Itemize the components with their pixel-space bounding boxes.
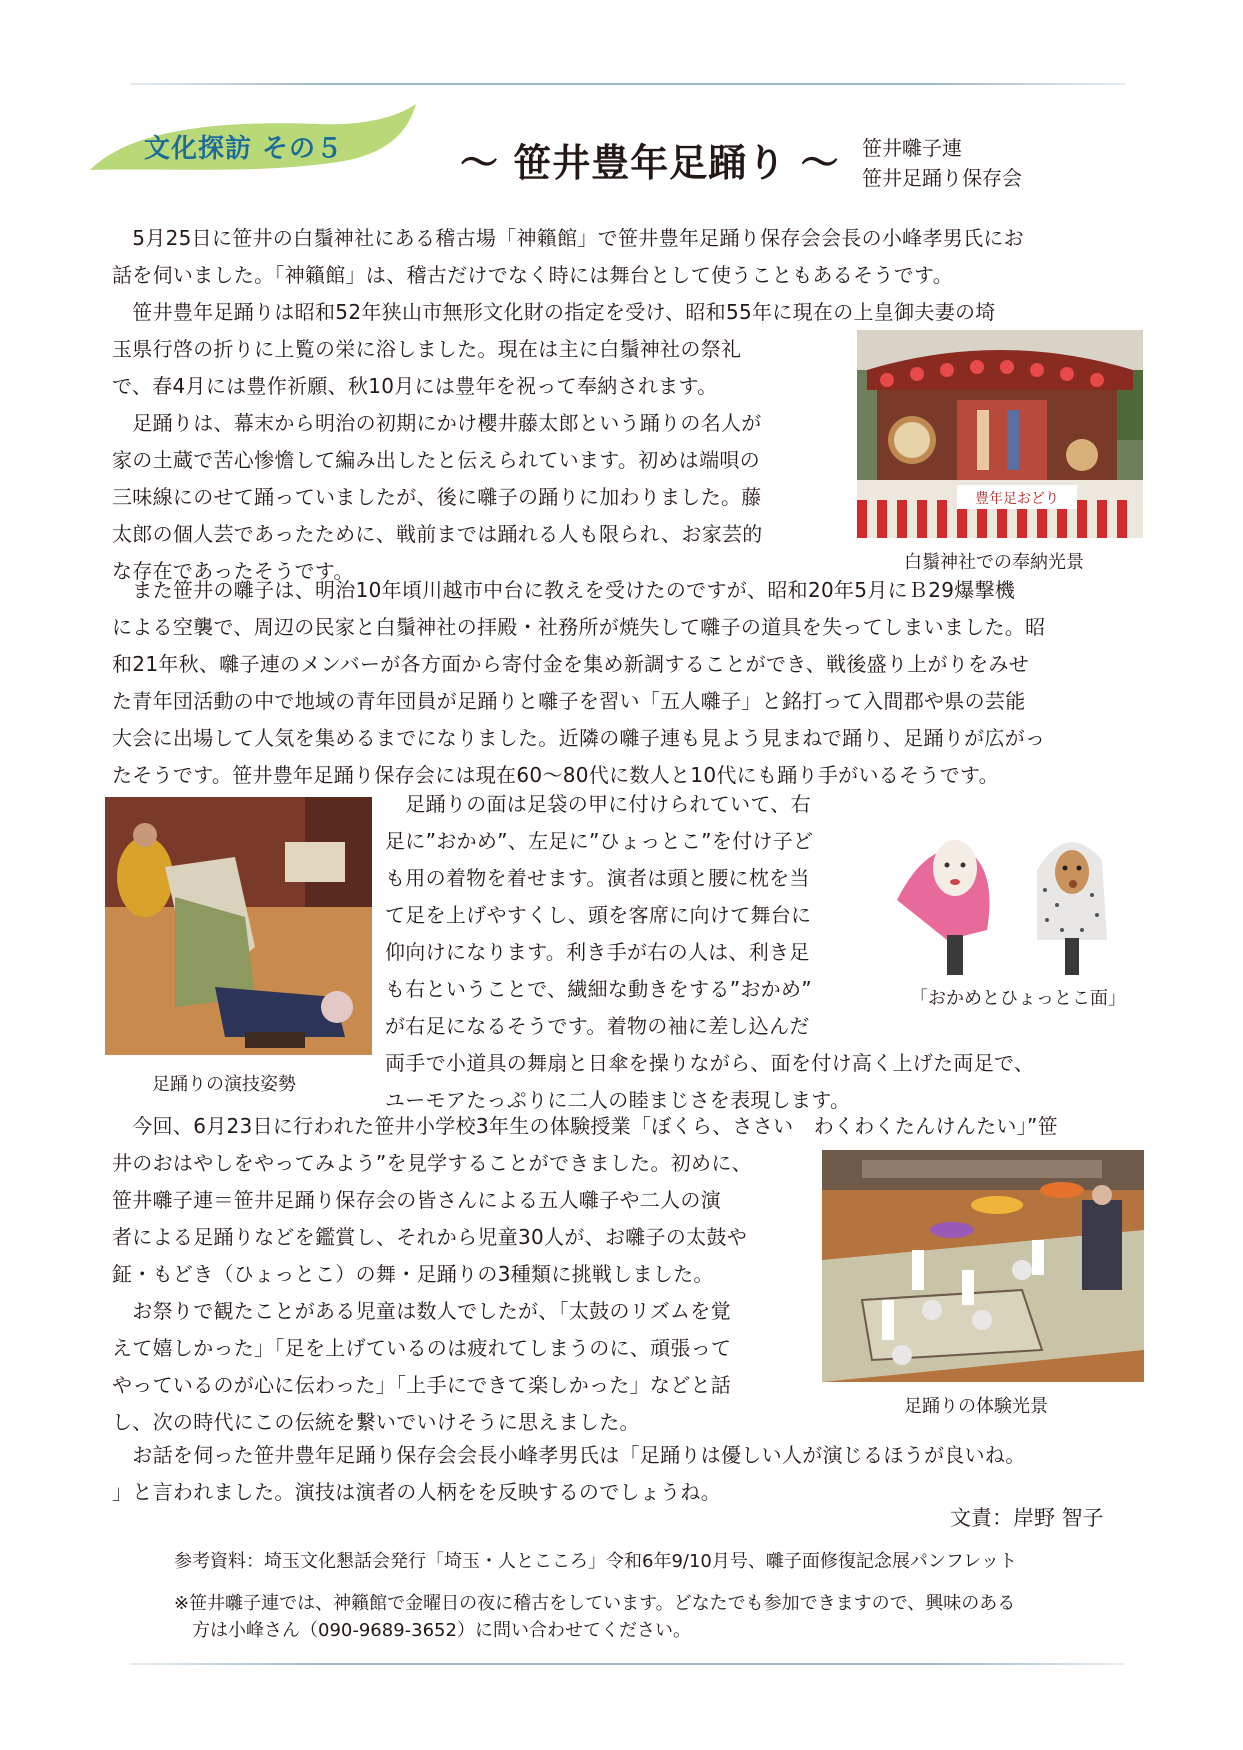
- text-line: えて嬉しかった」「足を上げているのは疲れてしまうのに、頑張って: [112, 1336, 732, 1360]
- text-line: 鉦・もどき（ひょっとこ）の舞・足踊りの3種類に挑戦しました。: [112, 1262, 714, 1286]
- text-line: お祭りで観たことがある児童は数人でしたが、「太鼓のリズムを覚: [112, 1299, 731, 1323]
- paragraph-3: [112, 572, 1045, 794]
- text-line: 」と言われました。演技は演者の人柄をを反映するのでしょうね。: [112, 1480, 721, 1504]
- experience-photo-caption: 足踊りの体験光景: [904, 1396, 1048, 1417]
- bottom-divider: [130, 1663, 1125, 1665]
- page-title: ～ 笹井豊年足踊り ～: [460, 141, 840, 185]
- paragraph-6: [112, 1437, 1026, 1511]
- text-line: 玉県行啓の折りに上覧の栄に浴しました。現在は主に白鬚神社の祭礼: [112, 337, 742, 361]
- text-line: 和21年秋、囃子連のメンバーが各方面から寄付金を集め新調することができ、戦後盛り上がりをみせ: [112, 652, 1030, 676]
- text-line: 今回、6月23日に行われた笹井小学校3年生の体験授業「ぼくら、ささい わくわくたんけんたい」”笹: [112, 1114, 1058, 1138]
- text-line: お話を伺った笹井豊年足踊り保存会会長小峰孝男氏は「足踊りは優しい人が演じるほうが良いね。: [112, 1443, 1026, 1467]
- text-line: し、次の時代にこの伝統を繋いでいけそうに思えました。: [112, 1410, 640, 1434]
- text-line: も右ということで、繊細な動きをする”おかめ”: [385, 977, 812, 1001]
- section-banner: [88, 102, 418, 174]
- text-line: たそうです。笹井豊年足踊り保存会には現在60～80代に数人と10代にも踊り手がいるそうです。: [112, 763, 999, 787]
- shrine-photo: [857, 330, 1143, 538]
- masks-photo: [887, 810, 1119, 975]
- section-label: 文化探訪 その５: [144, 134, 344, 164]
- author-signature: 文責：岸野 智子: [950, 1506, 1104, 1530]
- text-line: ユーモアたっぷりに二人の睦まじさを表現します。: [385, 1088, 851, 1112]
- text-line: 仰向けになります。利き手が右の人は、利き足: [385, 940, 810, 964]
- performance-photo: [105, 797, 372, 1055]
- text-line: 足に”おかめ”、左足に”ひょっとこ”を付け子ど: [385, 829, 814, 853]
- reference-text: 参考資料：埼玉文化懇話会発行「埼玉・人とこころ」令和6年9/10月号、囃子面修復記念展パンフレット: [174, 1551, 1017, 1572]
- text-line: な存在であったそうです。: [112, 559, 354, 583]
- org-name-2: 笹井足踊り保存会: [862, 166, 1022, 190]
- text-line: 足踊りの面は足袋の甲に付けられていて、右: [385, 792, 811, 816]
- shrine-banner-text: 豊年足おどり: [975, 491, 1059, 507]
- text-line: で、春4月には豊作祈願、秋10月には豊年を祝って奉納されます。: [112, 374, 718, 398]
- contact-note: [174, 1590, 1015, 1644]
- top-divider: [130, 83, 1125, 85]
- text-line: も用の着物を着せます。演者は頭と腰に枕を当: [385, 866, 810, 890]
- text-line: 太郎の個人芸であったために、戦前までは踊れる人も限られ、お家芸的: [112, 522, 763, 546]
- organization-names: [862, 133, 1022, 193]
- shrine-photo-caption: 白鬚神社での奉納光景: [904, 552, 1084, 573]
- text-line: 5月25日に笹井の白鬚神社にある稽古場「神籟館」で笹井豊年足踊り保存会会長の小峰孝男氏にお: [112, 226, 1024, 250]
- text-line: て足を上げやすくし、頭を客席に向けて舞台に: [385, 903, 812, 927]
- text-line: やっているのが心に伝わった」「上手にできて楽しかった」などと話: [112, 1373, 732, 1397]
- text-line: 者による足踊りなどを鑑賞し、それから児童30人が、お囃子の太鼓や: [112, 1225, 748, 1249]
- text-line: 話を伺いました。「神籟館」は、稽古だけでなく時には舞台として使うこともあるそうです。: [112, 263, 953, 287]
- text-line: 両手で小道具の舞扇と日傘を操りながら、面を付け高く上げた両足で、: [385, 1051, 1035, 1075]
- text-line: が右足になるそうです。着物の袖に差し込んだ: [385, 1014, 810, 1038]
- text-line: た青年団活動の中で地域の青年団員が足踊りと囃子を習い「五人囃子」と銘打って入間郡や県の芸能: [112, 689, 1026, 713]
- text-line: による空襲で、周辺の民家と白鬚神社の拝殿・社務所が焼失して囃子の道具を失ってしまいました。昭: [112, 615, 1046, 639]
- text-line: 井のおはやしをやってみよう”を見学することができました。初めに、: [112, 1151, 752, 1175]
- performance-photo-caption: 足踊りの演技姿勢: [152, 1074, 296, 1095]
- note-line-2: 方は小峰さん（090-9689-3652）に問い合わせてください。: [174, 1620, 691, 1641]
- text-line: 笹井豊年足踊りは昭和52年狭山市無形文化財の指定を受け、昭和55年に現在の上皇御夫妻の埼: [112, 300, 996, 324]
- text-line: 笹井囃子連＝笹井足踊り保存会の皆さんによる五人囃子や二人の演: [112, 1188, 721, 1212]
- experience-photo: [822, 1150, 1144, 1382]
- masks-photo-caption: 「おかめとひょっとこ面」: [910, 988, 1126, 1009]
- text-line: 家の土蔵で苦心惨憺して編み出したと伝えられています。初めは端唄の: [112, 448, 760, 472]
- text-line: 三味線にのせて踊っていましたが、後に囃子の踊りに加わりました。藤: [112, 485, 762, 509]
- text-line: また笹井の囃子は、明治10年頃川越市中台に教えを受けたのですが、昭和20年5月にＢ29爆撃機: [112, 578, 1016, 602]
- text-line: 大会に出場して人気を集めるまでになりました。近隣の囃子連も見よう見まねで踊り、足踊りが広がっ: [112, 726, 1046, 750]
- text-line: 足踊りは、幕末から明治の初期にかけ櫻井藤太郎という踊りの名人が: [112, 411, 762, 435]
- paragraph-1: [112, 220, 1024, 294]
- note-line-1: ※笹井囃子連では、神籟館で金曜日の夜に稽古をしています。どなたでも参加できますので、興味のある: [174, 1593, 1016, 1614]
- org-name-1: 笹井囃子連: [862, 136, 962, 160]
